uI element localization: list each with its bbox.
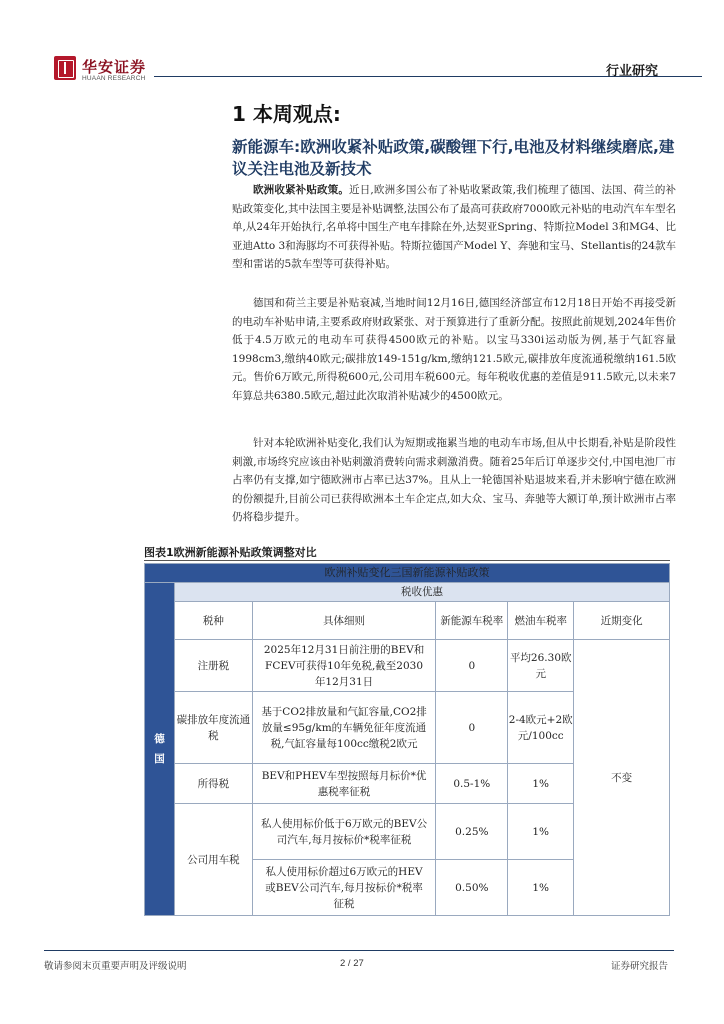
section-title: 1 本周观点:	[232, 102, 341, 126]
logo-cn-text: 华安证券	[82, 58, 147, 76]
nev-rate-cell: 0	[436, 640, 508, 692]
paragraph-2: 德国和荷兰主要是补贴衰减,当地时间12月16日,德国经济部宣布12月18日开始不再接受新的电动车补贴申请,主要系政府财政紧张、对于预算进行了重新分配。按照此前规划,2024年售价低于4.5万欧元的电动车可获得4500欧元的补贴。以宝马330i运动版为例,基于气缸容量1998cm3,缴纳40欧元;碳排放149-151g/km,缴纳121.5欧元,碳排放年度流通税缴纳161.5欧元。售价6万欧元,所得税600元,公司用车税600元。每年税收优惠的差值是911.5欧元,以未来7年算总共6380.5欧元,超过此次取消补贴减少的4500欧元。	[232, 297, 676, 402]
tax-cell: 碳排放年度流通税	[174, 692, 252, 764]
company-logo	[54, 56, 184, 86]
header-tax-type: 税种	[174, 602, 252, 640]
logo-en-text: HUAAN RESEARCH	[82, 75, 146, 82]
header-title: 行业研究	[605, 64, 658, 79]
paragraph-1	[232, 181, 676, 274]
table-title: 欧洲补贴变化三国新能源补贴政策	[145, 564, 670, 583]
header-recent-change: 近期变化	[574, 602, 670, 640]
header-ice-rate: 燃油车税率	[508, 602, 574, 640]
header-nev-rate: 新能源车税率	[436, 602, 508, 640]
ice-rate-cell: 1%	[508, 804, 574, 860]
table-title-row	[145, 564, 670, 583]
ice-rate-cell: 1%	[508, 860, 574, 916]
nev-rate-cell: 0.50%	[436, 860, 508, 916]
ice-rate-cell: 平均26.30欧元	[508, 640, 574, 692]
ice-rate-cell: 1%	[508, 764, 574, 804]
footer-disclaimer: 敬请参阅末页重要声明及评级说明	[44, 961, 187, 972]
paragraph-1-body: 近日,欧洲多国公布了补贴收紧政策,我们梳理了德国、法国、荷兰的补贴政策变化,其中法国主要是补贴调整,法国公布了最高可获政府7000欧元补贴的电动汽车车型名单,从24年开始执行,名单将中国生产电车排除在外,达契亚Spring、特斯拉Model 3和MG4、比亚迪Atto 3和海豚均不可获得补贴。特斯拉德国产Model Y、奔驰和宝马、Stellantis的24款车型和雷诺的5款车型等可获得补贴。	[232, 184, 677, 271]
tax-cell: 注册税	[174, 640, 252, 692]
country-label: 德国	[154, 733, 165, 765]
nev-rate-cell: 0	[436, 692, 508, 764]
seal-icon	[54, 56, 76, 80]
recent-change-cell: 不变	[574, 640, 670, 916]
tax-cell: 所得税	[174, 764, 252, 804]
detail-cell: 2025年12月31日前注册的BEV和FCEV可获得10年免税,截至2030年12月31日	[252, 640, 436, 692]
table-subtitle: 税收优惠	[174, 583, 669, 602]
footer-report-label: 证券研究报告	[610, 961, 668, 972]
figure-caption: 图表1欧洲新能源补贴政策调整对比	[144, 546, 317, 559]
table-row	[145, 640, 670, 692]
headline: 新能源车:欧洲收紧补贴政策,碳酸锂下行,电池及材料继续磨底,建议关注电池及新技术	[232, 138, 675, 178]
nev-rate-cell: 0.5-1%	[436, 764, 508, 804]
page-header	[44, 52, 680, 86]
header-detail: 具体细则	[252, 602, 436, 640]
footer-divider	[44, 950, 674, 951]
table-subtitle-row	[145, 583, 670, 602]
tax-cell: 公司用车税	[174, 804, 252, 916]
page-number: 2 / 27	[340, 958, 364, 969]
paragraph-3: 针对本轮欧洲补贴变化,我们认为短期或拖累当地的电动车市场,但从中长期看,补贴是阶段性刺激,市场终究应该由补贴刺激消费转向需求刺激消费。随着25年后订单逐步交付,中国电池厂市占率仍有支撑,如宁德欧洲市占率已达37%。且从上一轮德国补贴退坡来看,并未影响宁德在欧洲的份额提升,目前公司已获得欧洲本土车企定点,如大众、宝马、奔驰等大额订单,预计欧洲市占率仍将稳步提升。	[232, 437, 676, 524]
country-cell	[145, 583, 175, 916]
paragraph-1-lead: 欧洲收紧补贴政策。	[253, 184, 350, 196]
caption-divider	[144, 560, 670, 561]
ice-rate-cell: 2-4欧元+2欧元/100cc	[508, 692, 574, 764]
detail-cell: 基于CO2排放量和气缸容量,CO2排放量≤95g/km的车辆免征年度流通税,气缸容量每100cc缴税2欧元	[252, 692, 436, 764]
policy-table	[144, 563, 670, 916]
detail-cell: 私人使用标价超过6万欧元的HEV或BEV公司汽车,每月按标价*税率征税	[252, 860, 436, 916]
nev-rate-cell: 0.25%	[436, 804, 508, 860]
detail-cell: 私人使用标价低于6万欧元的BEV公司汽车,每月按标价*税率征税	[252, 804, 436, 860]
table-header-row	[145, 602, 670, 640]
detail-cell: BEV和PHEV车型按照每月标价*优惠税率征税	[252, 764, 436, 804]
